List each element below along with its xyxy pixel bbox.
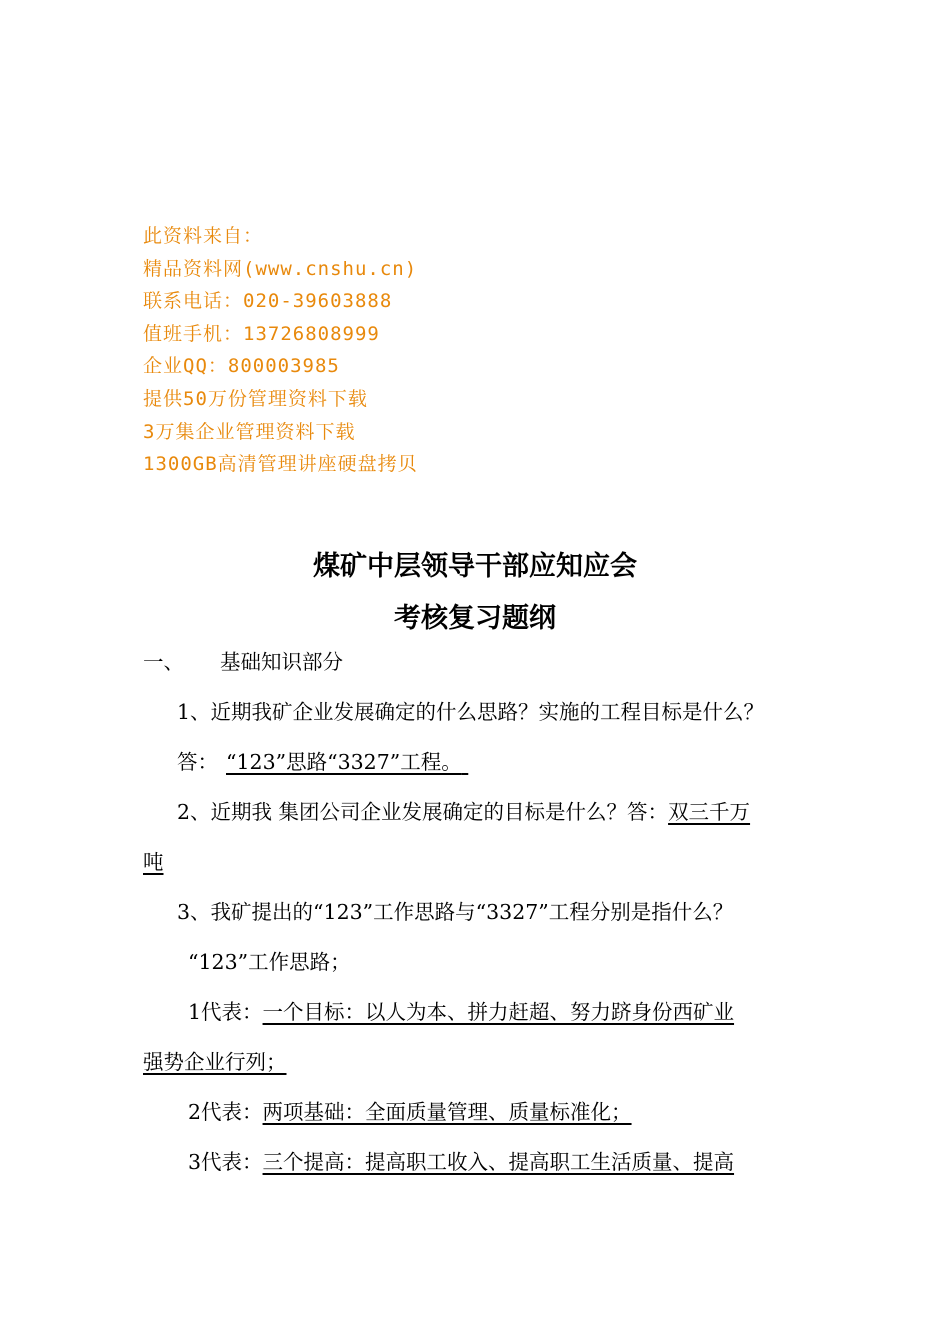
answer-text: 吨 bbox=[143, 850, 164, 874]
item-text: 一个目标：以人为本、拼力赶超、努力跻身份西矿业 bbox=[262, 1000, 735, 1024]
question-3: 3、我矿提出的“123”工作思路与“3327”工程分别是指什么？ bbox=[177, 900, 734, 924]
item-text: 三个提高：提高职工收入、提高职工生活质量、提高 bbox=[262, 1150, 735, 1174]
section-number: 一、 bbox=[143, 650, 184, 674]
question-2 bbox=[177, 798, 750, 826]
item-1-continuation bbox=[143, 1048, 287, 1076]
item-label: 2代表： bbox=[188, 1100, 263, 1124]
promo-block bbox=[143, 220, 418, 481]
answer-text: 双三千万 bbox=[668, 800, 751, 824]
item-text: 两项基础：全面质量管理、质量标准化； bbox=[262, 1100, 632, 1124]
section-title: 基础知识部分 bbox=[220, 650, 343, 674]
question-1: 1、近期我矿企业发展确定的什么思路？实施的工程目标是什么？ bbox=[177, 700, 765, 724]
item-3 bbox=[188, 1148, 734, 1176]
item-2 bbox=[188, 1098, 632, 1126]
item-text: 强势企业行列； bbox=[143, 1050, 287, 1074]
section-heading bbox=[143, 648, 343, 676]
promo-line: 此资料来自： bbox=[143, 225, 264, 247]
item-label: 3代表： bbox=[188, 1150, 263, 1174]
answer-label: 答： bbox=[177, 750, 218, 774]
document-title: 煤矿中层领导干部应知应会 bbox=[313, 551, 637, 582]
document-subtitle: 考核复习题纲 bbox=[394, 603, 556, 634]
promo-line: 1300GB高清管理讲座硬盘拷贝 bbox=[143, 453, 418, 476]
promo-line: 企业QQ：800003985 bbox=[143, 355, 340, 378]
subheading-123: “123”工作思路； bbox=[188, 950, 351, 974]
item-label: 1代表： bbox=[188, 1000, 263, 1024]
promo-line: 值班手机：13726808999 bbox=[143, 322, 380, 345]
promo-line: 联系电话：020-39603888 bbox=[143, 290, 393, 313]
answer-text: “123”思路“3327”工程。 bbox=[226, 750, 462, 774]
promo-line: 提供50万份管理资料下载 bbox=[143, 387, 368, 410]
question-text: 2、近期我 集团公司企业发展确定的目标是什么？答： bbox=[177, 800, 669, 824]
promo-line: 3万集企业管理资料下载 bbox=[143, 420, 356, 443]
item-1 bbox=[188, 998, 734, 1026]
answer-1 bbox=[177, 748, 468, 776]
promo-line: 精品资料网(www.cnshu.cn) bbox=[143, 257, 418, 280]
answer-2-continuation bbox=[143, 848, 164, 876]
